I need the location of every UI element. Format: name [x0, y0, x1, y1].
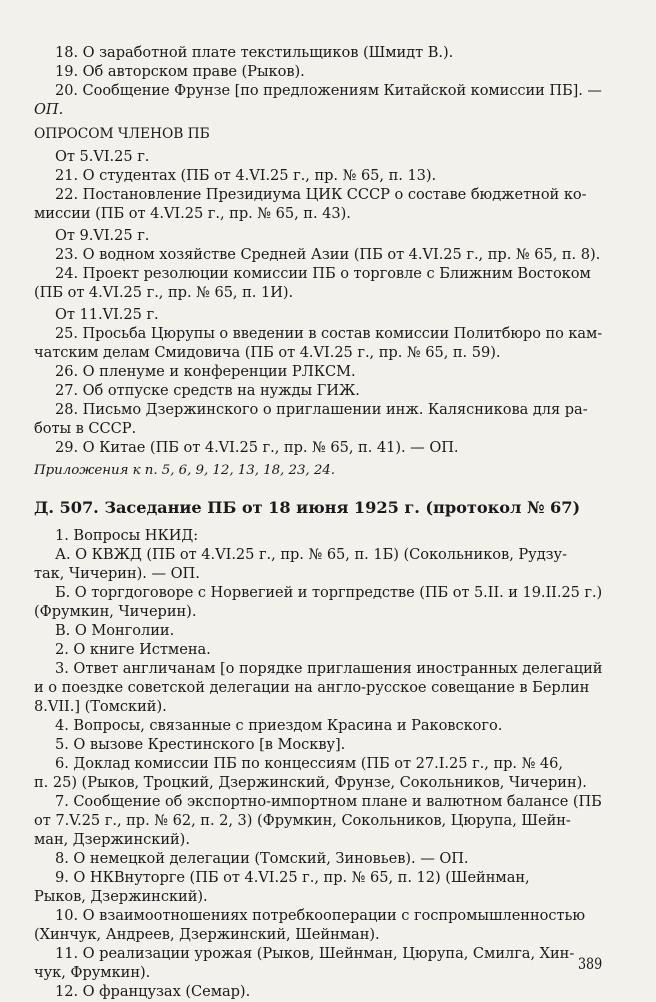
item-1b-line-2: (Фрумкин, Чичерин).	[34, 603, 197, 620]
item-27-line-1: 27. Об отпуске средств на нужды ГИЖ.	[55, 382, 360, 399]
item-19-line-1: 19. Об авторском праве (Рыков).	[55, 63, 305, 80]
item-3-line-2: и о поездке советской делегации на англо-русское совещание в Берлин	[34, 679, 590, 696]
item-9-line-2: Рыков, Дзержинский).	[34, 888, 208, 905]
item-22-line-2: миссии (ПБ от 4.VI.25 г., пр. № 65, п. 43).	[34, 205, 351, 222]
item-24-line-1: 24. Проект резолюции комиссии ПБ о торговле с Ближним Востоком	[55, 265, 591, 282]
item-3-line-3: 8.VII.] (Томский).	[34, 698, 167, 715]
item-26-line-1: 26. О пленуме и конференции РЛКСМ.	[55, 363, 356, 380]
item-6-line-2: п. 25) (Рыков, Троцкий, Дзержинский, Фрунзе, Сокольников, Чичерин).	[34, 774, 587, 791]
item-18-line-1: 18. О заработной плате текстильщиков (Шмидт В.).	[55, 44, 454, 61]
item-7-line-2: от 7.V.25 г., пр. № 62, п. 2, 3) (Фрумкин, Сокольников, Цюрупа, Шейн-	[34, 812, 571, 829]
item-6-line-1: 6. Доклад комиссии ПБ по концессиям (ПБ от 27.I.25 г., пр. № 46,	[55, 755, 563, 772]
item-7-line-3: ман, Дзержинский).	[34, 831, 190, 848]
item-25-line-2: чатским делам Смидовича (ПБ от 4.VI.25 г., пр. № 65, п. 59).	[34, 344, 501, 361]
item-20-line-2: ОП.	[34, 101, 64, 118]
item-29-line-1: 29. О Китае (ПБ от 4.VI.25 г., пр. № 65, п. 41). — ОП.	[55, 439, 459, 456]
item-5-line-1: 5. О вызове Крестинского [в Москву].	[55, 736, 346, 753]
section-poll-title: ОПРОСОМ ЧЛЕНОВ ПБ	[34, 126, 210, 142]
item-21-line-1: 21. О студентах (ПБ от 4.VI.25 г., пр. № 65, п. 13).	[55, 167, 437, 184]
item-10-line-1: 10. О взаимоотношениях потребкооперации с госпромышленностью	[55, 907, 586, 924]
item-28-line-1: 28. Письмо Дзержинского о приглашении инж. Калясникова для ра-	[55, 401, 588, 418]
item-9-line-1: 9. О НКВнуторге (ПБ от 4.VI.25 г., пр. № 65, п. 12) (Шейнман,	[55, 869, 530, 886]
date-5-vi: От 5.VI.25 г.	[55, 148, 150, 165]
item-10-line-2: (Хинчук, Андреев, Дзержинский, Шейнман).	[34, 926, 380, 943]
page-number: 389	[578, 955, 603, 973]
item-2-line-1: 2. О книге Истмена.	[55, 641, 211, 658]
item-4-line-1: 4. Вопросы, связанные с приездом Красина и Раковского.	[55, 717, 503, 734]
item-1v-line-1: В. О Монголии.	[55, 622, 175, 639]
item-7-line-1: 7. Сообщение об экспортно-импортном плане и валютном балансе (ПБ	[55, 793, 602, 810]
item-11-line-1: 11. О реализации урожая (Рыков, Шейнман, Цюрупа, Смилга, Хин-	[55, 945, 575, 962]
date-11-vi: От 11.VI.25 г.	[55, 306, 159, 323]
item-1a-line-1: А. О КВЖД (ПБ от 4.VI.25 г., пр. № 65, п. 1Б) (Сокольников, Рудзу-	[55, 546, 567, 563]
item-28-line-2: боты в СССР.	[34, 420, 137, 437]
item-12-line-1: 12. О французах (Семар).	[55, 983, 251, 1000]
item-1b-line-1: Б. О торгдоговоре с Норвегией и торгпредстве (ПБ от 5.II. и 19.II.25 г.)	[55, 584, 603, 601]
item-11-line-2: чук, Фрумкин).	[34, 964, 151, 981]
appendix-note: Приложения к п. 5, 6, 9, 12, 13, 18, 23, 24.	[34, 463, 335, 478]
item-22-line-1: 22. Постановление Президиума ЦИК СССР о составе бюджетной ко-	[55, 186, 587, 203]
item-1a-line-2: так, Чичерин). — ОП.	[34, 565, 200, 582]
item-3-line-1: 3. Ответ англичанам [о порядке приглашения иностранных делегаций	[55, 660, 603, 677]
item-1-line-1: 1. Вопросы НКИД:	[55, 527, 199, 544]
document-heading-d507: Д. 507. Заседание ПБ от 18 июня 1925 г. (протокол № 67)	[34, 498, 581, 517]
item-23-line-1: 23. О водном хозяйстве Средней Азии (ПБ от 4.VI.25 г., пр. № 65, п. 8).	[55, 246, 601, 263]
item-8-line-1: 8. О немецкой делегации (Томский, Зиновьев). — ОП.	[55, 850, 469, 867]
item-24-line-2: (ПБ от 4.VI.25 г., пр. № 65, п. 1И).	[34, 284, 294, 301]
item-20-line-1: 20. Сообщение Фрунзе [по предложениям Китайской комиссии ПБ]. —	[55, 82, 602, 99]
item-25-line-1: 25. Просьба Цюрупы о введении в состав комиссии Политбюро по кам-	[55, 325, 603, 342]
date-9-vi: От 9.VI.25 г.	[55, 227, 150, 244]
